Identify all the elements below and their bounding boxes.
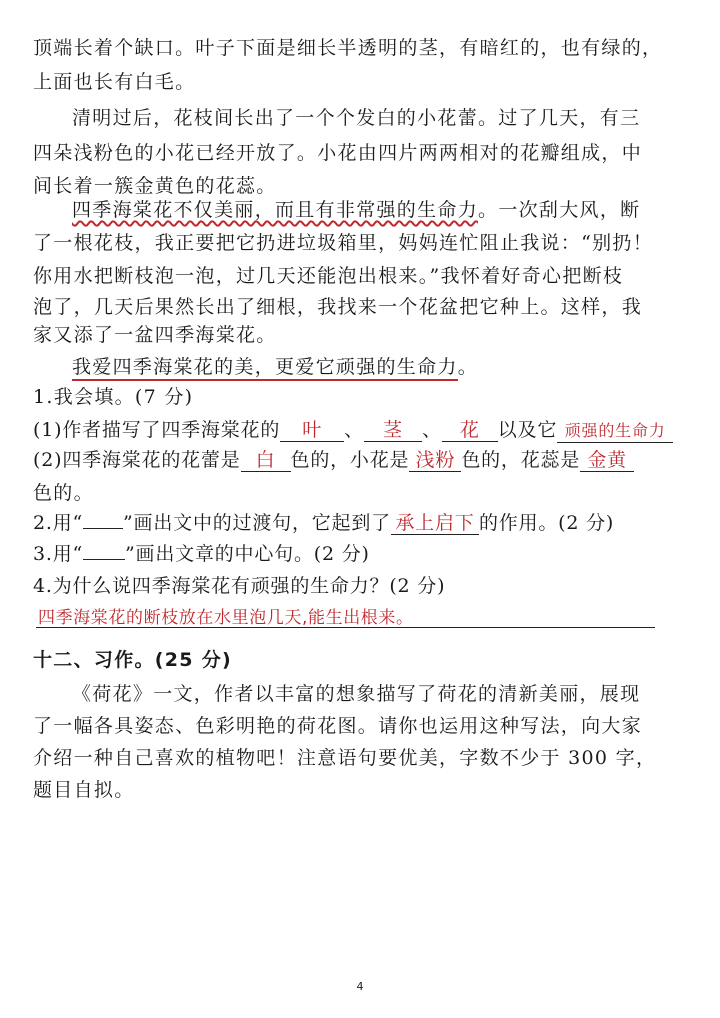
- essay-prompt-line: 了一幅各具姿态、色彩明艳的荷花图。请你也运用这种写法，向大家: [33, 715, 643, 737]
- question-text: 、: [344, 419, 364, 441]
- underline-sample: [83, 528, 123, 529]
- passage-line: [72, 196, 640, 224]
- page-number: 4: [356, 980, 364, 993]
- question-text: 色的，花蕊是: [461, 449, 581, 471]
- question-1-2: [33, 446, 634, 474]
- answer-text: 金黄: [587, 449, 627, 471]
- answer-blank[interactable]: [364, 419, 422, 442]
- question-1-title: 1.我会填。(7 分): [33, 386, 194, 408]
- central-sentence: 我爱四季海棠花的美，更爱它顽强的生命力: [72, 356, 458, 381]
- question-1-2-end: 色的。: [33, 482, 94, 504]
- answer-text: 茎: [383, 419, 403, 441]
- answer-blank[interactable]: [409, 449, 461, 472]
- answer-blank[interactable]: [280, 419, 344, 442]
- passage-line: 四朵浅粉色的小花已经开放了。小花由四片两两相对的花瓣组成，中: [33, 142, 643, 164]
- answer-text: 叶: [302, 419, 323, 441]
- question-text: (1)作者描写了四季海棠花的: [33, 419, 281, 441]
- answer-blank[interactable]: [580, 449, 634, 472]
- question-4-answer[interactable]: 四季海棠花的断枝放在水里泡几天,能生出根来。: [38, 608, 414, 628]
- essay-prompt-line: 介绍一种自己喜欢的植物吧！注意语句要优美，字数不少于 300 字，: [33, 747, 657, 769]
- passage-line: 家又添了一盆四季海棠花。: [33, 324, 277, 346]
- answer-blank[interactable]: [391, 512, 479, 535]
- question-text: 、: [421, 419, 442, 441]
- question-2: [33, 509, 614, 537]
- essay-prompt-line: 题目自拟。: [33, 779, 135, 801]
- passage-line: [72, 353, 478, 381]
- underline-sample: [83, 559, 125, 560]
- answer-blank[interactable]: [442, 419, 498, 442]
- transition-sentence: 四季海棠花不仅美丽，而且有非常强的生命力: [72, 199, 479, 221]
- question-text: 2.用“: [33, 512, 84, 534]
- passage-line: 清明过后，花枝间长出了一个个发白的小花蕾。过了几天，有三: [72, 107, 641, 129]
- passage-text: 。一次刮大风，断: [478, 199, 641, 221]
- answer-blank[interactable]: [241, 449, 291, 472]
- passage-line: 了一根花枝，我正要把它扔进垃圾箱里，妈妈连忙阻止我说：“别扔！: [33, 232, 654, 254]
- essay-prompt-line: 《荷花》一文，作者以丰富的想象描写了荷花的清新美丽，展现: [72, 683, 641, 705]
- passage-line: 间长着一簇金黄色的花蕊。: [33, 175, 277, 197]
- question-3: [33, 540, 370, 568]
- answer-line: [36, 627, 655, 628]
- question-text: ”画出文章的中心句。(2 分): [125, 543, 370, 565]
- passage-line: 泡了，几天后果然长出了细根，我找来一个花盆把它种上。这样，我: [33, 296, 643, 318]
- answer-text: 承上启下: [395, 512, 475, 534]
- question-text: 以及它: [497, 419, 558, 441]
- answer-text: 白: [255, 449, 276, 471]
- answer-blank[interactable]: [557, 420, 673, 443]
- question-text: 3.用“: [33, 543, 84, 565]
- passage-line: 你用水把断枝泡一泡，过几天还能泡出根来。”我怀着好奇心把断枝: [33, 265, 624, 287]
- answer-text: 浅粉: [415, 449, 456, 471]
- passage-text: 。: [457, 356, 479, 378]
- question-4: 4.为什么说四季海棠花有顽强的生命力？(2 分): [33, 575, 446, 597]
- passage-line: 顶端长着个缺口。叶子下面是细长半透明的茎，有暗红的，也有绿的，: [33, 37, 663, 59]
- question-text: 的作用。(2 分): [478, 512, 615, 534]
- answer-text: 顽强的生命力: [564, 421, 666, 440]
- question-1-1: [33, 416, 673, 444]
- question-text: (2)四季海棠花的花蕾是: [33, 449, 241, 471]
- section-heading: 十二、习作。(25 分): [33, 649, 233, 671]
- question-text: ”画出文中的过渡句，它起到了: [123, 512, 391, 534]
- passage-line: 上面也长有白毛。: [33, 71, 196, 93]
- question-text: 色的，小花是: [290, 449, 410, 471]
- answer-text: 花: [459, 419, 480, 441]
